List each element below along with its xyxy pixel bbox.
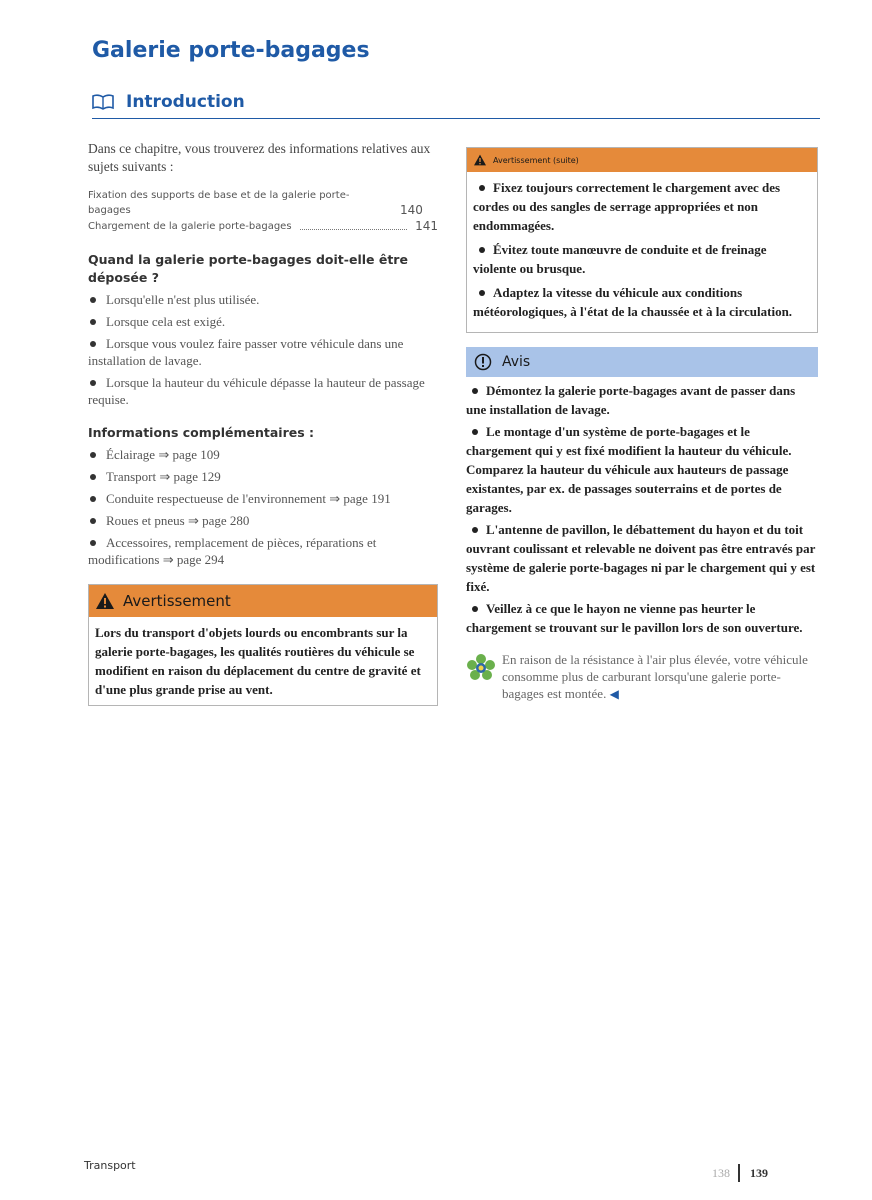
bullet-icon bbox=[479, 185, 485, 191]
bullet-icon bbox=[90, 518, 96, 524]
list-item-text: Fixez toujours correctement le chargement avec des cordes ou des sangles de serrage appropriées et non endommagées. bbox=[473, 180, 781, 233]
warning-continued-title: Avertissement (suite) bbox=[493, 155, 579, 165]
list-item-text: Lorsque cela est exigé. bbox=[106, 314, 226, 329]
page-separator bbox=[738, 1164, 740, 1182]
bullet-icon bbox=[90, 496, 96, 502]
cross-reference-link[interactable]: Éclairage ⇒ page 109 bbox=[106, 447, 220, 462]
removal-heading: Quand la galerie porte-bagages doit-elle être déposée ? bbox=[88, 252, 408, 285]
cross-reference-link[interactable]: Roues et pneus ⇒ page 280 bbox=[106, 513, 250, 528]
list-item bbox=[88, 291, 438, 308]
bullet-icon bbox=[90, 540, 96, 546]
info-circle-icon bbox=[474, 353, 492, 371]
list-item[interactable] bbox=[88, 446, 438, 463]
toc-entry[interactable] bbox=[88, 188, 438, 218]
list-item-text: Lorsque vous voulez faire passer votre véhicule dans une installation de lavage. bbox=[88, 336, 404, 368]
warning-continued-header bbox=[467, 148, 817, 172]
list-item[interactable] bbox=[88, 468, 438, 485]
bullet-icon bbox=[90, 380, 96, 386]
cross-reference-link[interactable]: Transport ⇒ page 129 bbox=[106, 469, 221, 484]
more-info-list bbox=[88, 446, 438, 568]
previous-page-number: 138 bbox=[712, 1165, 730, 1180]
list-item[interactable] bbox=[88, 512, 438, 529]
list-item bbox=[466, 422, 818, 517]
page-numbers bbox=[712, 1164, 768, 1182]
warning-text: Lors du transport d'objets lourds ou encombrants sur la galerie porte-bagages, les qualités routières du véhicule se modifient en raison du déplacement du centre de gravité et d'une plus grande prise au vent. bbox=[95, 625, 421, 697]
list-item[interactable] bbox=[88, 490, 438, 507]
environment-note-text: En raison de la résistance à l'air plus élevée, votre véhicule consomme plus de carburant lorsqu'une galerie porte-bagages est montée. bbox=[502, 652, 808, 701]
toc-entry-page: 141 bbox=[415, 219, 438, 233]
list-item-text: Lorsqu'elle n'est plus utilisée. bbox=[106, 292, 260, 307]
bullet-icon bbox=[90, 297, 96, 303]
bullet-icon bbox=[90, 341, 96, 347]
list-item-text: Démontez la galerie porte-bagages avant de passer dans une installation de lavage. bbox=[466, 383, 796, 417]
warning-continued-box bbox=[466, 147, 818, 333]
more-info-heading: Informations complémentaires : bbox=[88, 425, 315, 440]
list-item-text: Le montage d'un système de porte-bagages et le chargement qui y est fixé modifient la hauteur du véhicule. Comparez la hauteur du véhicule aux hauteurs de passage existantes, par ex. de passages souterrains et de portes de garages. bbox=[466, 424, 792, 515]
bullet-icon bbox=[90, 474, 96, 480]
toc-entry-text: Fixation des supports de base et de la galerie porte-bagages bbox=[88, 190, 350, 216]
toc-list bbox=[88, 188, 438, 235]
list-item-text: L'antenne de pavillon, le débattement du hayon et du toit ouvrant coulissant et relevable ne doivent pas être entravés par système de galerie porte-bagages ni par le chargement qui y est fixé. bbox=[466, 522, 816, 594]
toc-entry-page: 140 bbox=[400, 203, 423, 217]
toc-entry[interactable] bbox=[88, 218, 438, 235]
environment-note bbox=[466, 651, 818, 703]
list-item bbox=[466, 381, 818, 419]
cross-reference-link[interactable]: Conduite respectueuse de l'environnement ⇒ page 191 bbox=[106, 491, 391, 506]
bullet-icon bbox=[479, 290, 485, 296]
list-item bbox=[466, 520, 818, 596]
bullet-icon bbox=[472, 606, 478, 612]
bullet-icon bbox=[90, 452, 96, 458]
notice-body bbox=[466, 377, 818, 637]
removal-list bbox=[88, 291, 438, 408]
list-item bbox=[473, 178, 809, 235]
right-column bbox=[466, 147, 818, 703]
bullet-icon bbox=[472, 429, 478, 435]
list-item bbox=[473, 240, 809, 278]
warning-header bbox=[89, 585, 437, 617]
list-item-text: Évitez toute manœuvre de conduite et de freinage violente ou brusque. bbox=[473, 242, 767, 276]
current-page-number: 139 bbox=[750, 1165, 768, 1180]
list-item-text: Adaptez la vitesse du véhicule aux conditions météorologiques, à l'état de la chaussée et à la circulation. bbox=[473, 285, 793, 319]
notice-title: Avis bbox=[502, 354, 531, 370]
left-column bbox=[88, 140, 438, 706]
list-item bbox=[473, 283, 809, 321]
warning-box bbox=[88, 584, 438, 706]
notice-header bbox=[466, 347, 818, 377]
list-item[interactable] bbox=[88, 534, 438, 568]
warning-triangle-icon bbox=[473, 154, 487, 166]
bullet-icon bbox=[472, 527, 478, 533]
section-title: Introduction bbox=[126, 92, 245, 112]
warning-title: Avertissement bbox=[123, 592, 231, 610]
toc-leader-dots bbox=[300, 229, 408, 230]
list-item bbox=[88, 313, 438, 330]
bullet-icon bbox=[472, 388, 478, 394]
bullet-icon bbox=[90, 319, 96, 325]
environment-flower-icon bbox=[466, 653, 496, 683]
cross-reference-link[interactable]: Accessoires, remplacement de pièces, réparations et modifications ⇒ page 294 bbox=[88, 535, 377, 567]
footer-section-label: Transport bbox=[84, 1159, 136, 1172]
list-item bbox=[88, 374, 438, 408]
warning-triangle-icon bbox=[95, 592, 115, 610]
warning-continued-body bbox=[467, 172, 817, 332]
list-item bbox=[466, 599, 818, 637]
list-item-text: Lorsque la hauteur du véhicule dépasse la hauteur de passage requise. bbox=[88, 375, 425, 407]
intro-text: Dans ce chapitre, vous trouverez des informations relatives aux sujets suivants : bbox=[88, 141, 431, 174]
end-of-section-icon: ◀ bbox=[609, 687, 619, 701]
book-icon bbox=[92, 94, 114, 110]
section-heading bbox=[92, 92, 820, 119]
list-item-text: Veillez à ce que le hayon ne vienne pas heurter le chargement se trouvant sur le pavillon lors de son ouverture. bbox=[466, 601, 803, 635]
list-item bbox=[88, 335, 438, 369]
page-title: Galerie porte-bagages bbox=[92, 38, 370, 63]
toc-entry-text: Chargement de la galerie porte-bagages bbox=[88, 221, 292, 232]
bullet-icon bbox=[479, 247, 485, 253]
